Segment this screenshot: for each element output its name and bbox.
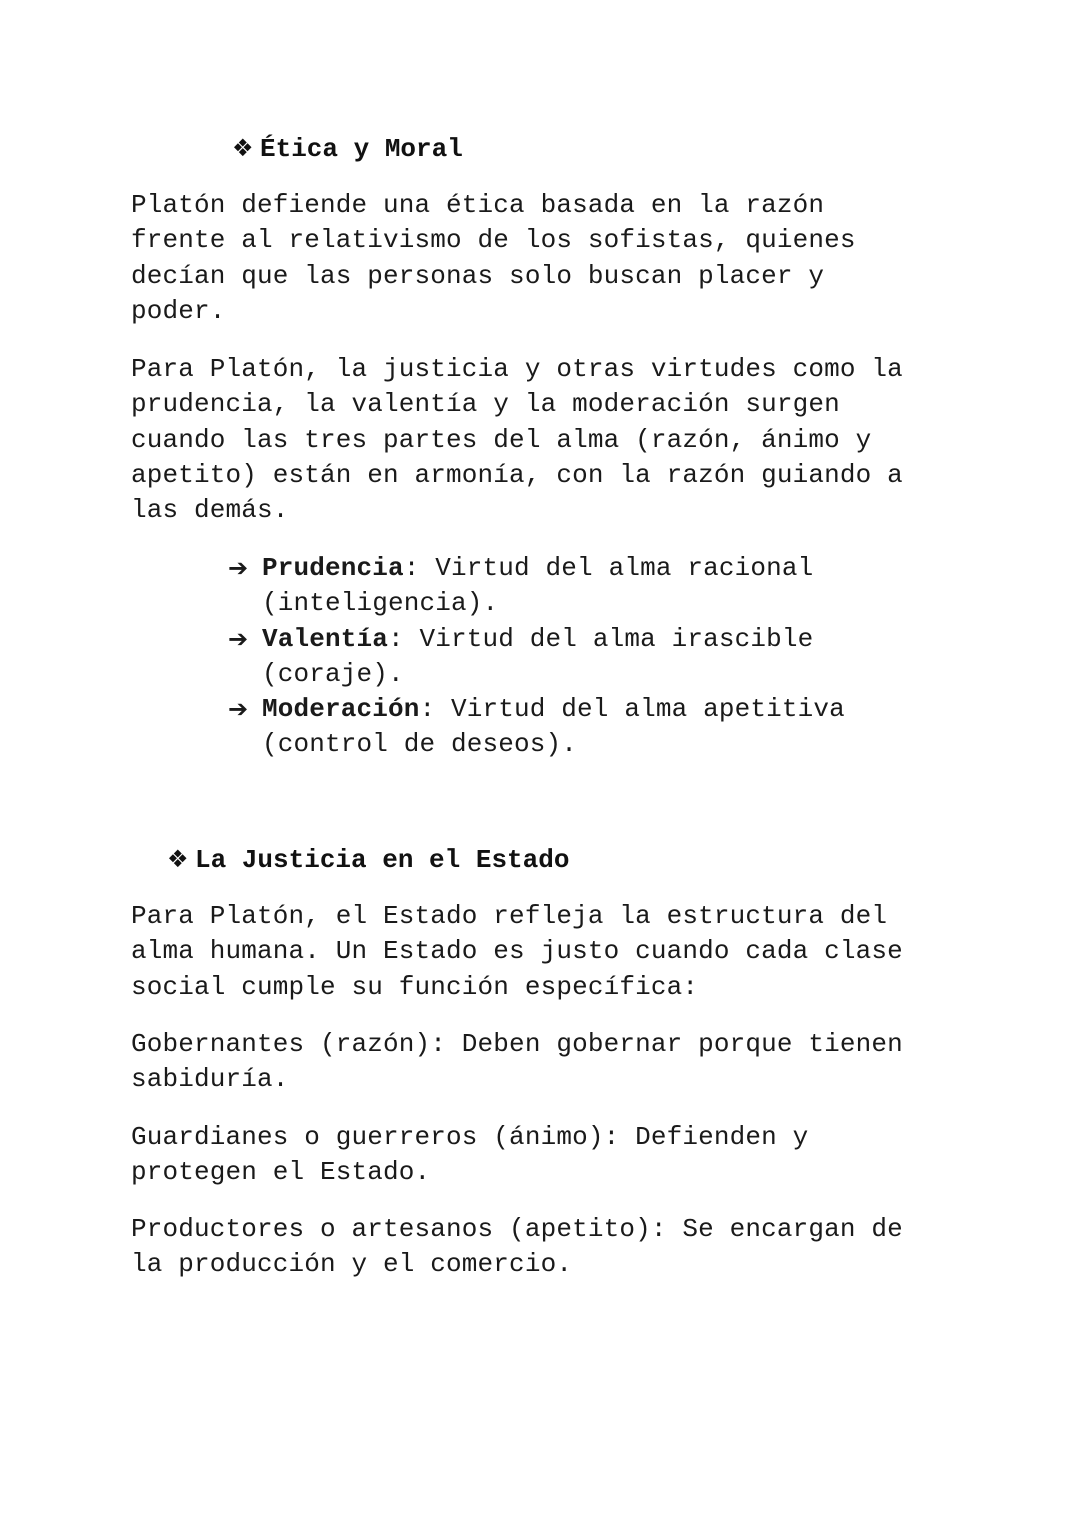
diamond-bullet-icon: ❖ — [232, 134, 254, 162]
virtue-description: : Virtud del alma irascible — [388, 623, 814, 654]
paragraph-etica-2 — [131, 352, 951, 528]
text-line: Para Platón, el Estado refleja la estructura del — [131, 901, 888, 931]
text-line: prudencia, la valentía y la moderación surgen — [131, 389, 840, 420]
section-heading-etica — [232, 133, 463, 164]
text-line: Gobernantes (razón): Deben gobernar porque tienen — [131, 1029, 903, 1059]
text-line: apetito) están en armonía, con la razón guiando a — [131, 459, 903, 490]
section-heading-justicia — [167, 844, 569, 875]
text-line: poder. — [131, 295, 226, 326]
text-line: sabiduría. — [131, 1064, 289, 1095]
diamond-bullet-icon: ❖ — [167, 845, 189, 873]
virtue-description: : Virtud del alma apetitiva — [419, 694, 845, 725]
text-line: protegen el Estado. — [131, 1157, 431, 1188]
list-item-prudencia — [228, 551, 948, 622]
text-line: Para Platón, la justicia y otras virtudes como la — [131, 354, 903, 384]
virtue-term: Moderación — [262, 694, 420, 725]
section-title: Ética y Moral — [260, 134, 463, 164]
arrow-right-icon: ➔ — [228, 554, 249, 582]
paragraph-justicia-1 — [131, 899, 951, 1005]
virtue-description-cont: (coraje). — [262, 658, 404, 689]
paragraph-gobernantes — [131, 1027, 951, 1098]
paragraph-productores — [131, 1212, 951, 1283]
virtue-description-cont: (control de deseos). — [262, 729, 578, 760]
text-line: social cumple su función específica: — [131, 971, 699, 1002]
text-line: las demás. — [131, 495, 289, 526]
text-line: cuando las tres partes del alma (razón, ánimo y — [131, 424, 872, 455]
section-title: La Justicia en el Estado — [195, 845, 570, 875]
virtue-term: Valentía — [262, 623, 389, 654]
list-item-moderacion — [228, 692, 948, 763]
text-line: la producción y el comercio. — [131, 1249, 573, 1280]
text-line: Productores o artesanos (apetito): Se encargan de — [131, 1214, 903, 1244]
text-line: alma humana. Un Estado es justo cuando cada clase — [131, 936, 903, 967]
arrow-right-icon: ➔ — [228, 695, 249, 724]
list-item-valentia — [228, 622, 948, 693]
paragraph-etica-1 — [131, 188, 951, 329]
virtue-description-cont: (inteligencia). — [262, 588, 499, 619]
paragraph-guardianes — [131, 1120, 951, 1191]
arrow-right-icon: ➔ — [228, 624, 249, 653]
virtue-description: : Virtud del alma racional — [403, 553, 814, 583]
text-line: Guardianes o guerreros (ánimo): Defienden y — [131, 1122, 809, 1152]
text-line: Platón defiende una ética basada en la razón — [131, 190, 825, 220]
text-line: frente al relativismo de los sofistas, quienes — [131, 225, 856, 256]
virtues-list — [228, 551, 948, 763]
virtue-term: Prudencia — [262, 553, 404, 583]
text-line: decían que las personas solo buscan placer y — [131, 260, 825, 291]
